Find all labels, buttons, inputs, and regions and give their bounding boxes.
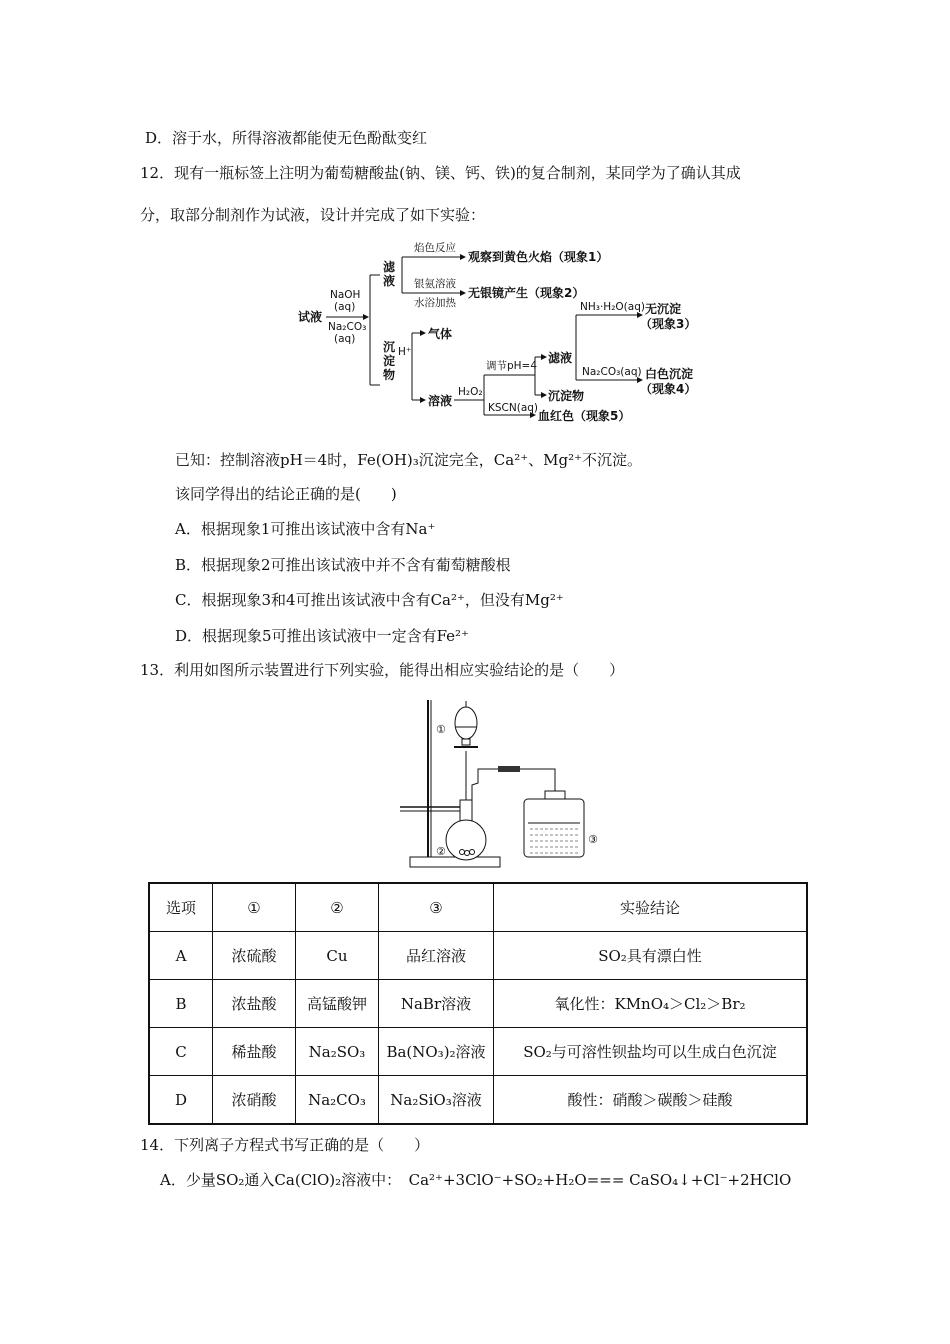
flow-h-plus: H⁺ [398, 346, 412, 358]
table-row [149, 1028, 807, 1076]
flow-kscn: KSCN(aq) [488, 402, 539, 414]
q12-option-c: C．根据现象3和4可推出该试液中含有Ca²⁺，但没有Mg²⁺ [175, 591, 564, 609]
q14-option-a: A．少量SO₂通入Ca(ClO)₂溶液中： Ca²⁺+3ClO⁻+SO₂+H₂O=== CaSO₄↓+Cl⁻+2HClO [160, 1171, 792, 1189]
cell: 氧化性：KMnO₄＞Cl₂＞Br₂ [494, 980, 808, 1028]
cell: NaBr溶液 [379, 980, 494, 1028]
q12-option-a: A．根据现象1可推出该试液中含有Na⁺ [175, 520, 436, 538]
flow-adjust-ph: 调节pH=4 [486, 360, 538, 372]
flow-filtrate-2: 液 [383, 274, 396, 288]
flow-nh3: NH₃·H₂O(aq) [580, 301, 645, 313]
flow-flame-test: 焰色反应 [414, 242, 456, 254]
flow-na2co3-aq2: Na₂CO₃(aq) [582, 366, 642, 378]
flow-naoh: NaOH [330, 289, 361, 301]
q13-stem: 13．利用如图所示装置进行下列实验，能得出相应实验结论的是（ ） [140, 661, 625, 679]
cell: Na₂SiO₃溶液 [379, 1076, 494, 1125]
cell: A [149, 932, 213, 980]
cell: C [149, 1028, 213, 1076]
cell: SO₂与可溶性钡盐均可以生成白色沉淀 [494, 1028, 808, 1076]
flow-gas: 气体 [428, 327, 453, 341]
cell: 酸性：硝酸＞碳酸＞硅酸 [494, 1076, 808, 1125]
cell: D [149, 1076, 213, 1125]
flow-precip-b: 沉淀物 [548, 389, 585, 403]
flow-water-bath: 水浴加热 [414, 297, 456, 309]
flow-na2co3-aq: (aq) [334, 333, 356, 345]
experiment-flowchart [290, 235, 730, 435]
cell: Na₂CO₃ [296, 1076, 379, 1125]
flow-white-precip: 白色沉淀 [645, 367, 694, 381]
cell: Cu [296, 932, 379, 980]
flow-silver-ammonia: 银氨溶液 [414, 278, 456, 290]
cell: SO₂具有漂白性 [494, 932, 808, 980]
flow-no-precip: 无沉淀 [645, 302, 682, 316]
flow-phenomenon1: 观察到黄色火焰（现象1） [468, 250, 609, 264]
q12-stem-line2: 分，取部分制剂作为试液，设计并完成了如下实验： [140, 206, 486, 224]
q12-known: 已知：控制溶液pH＝4时，Fe(OH)₃沉淀完全，Ca²⁺、Mg²⁺不沉淀。 [175, 451, 643, 469]
flow-phenomenon2: 无银镜产生（现象2） [468, 286, 585, 300]
flow-filtrate-1: 滤 [383, 260, 396, 274]
flow-start: 试液 [298, 310, 323, 324]
cell: Ba(NO₃)₂溶液 [379, 1028, 494, 1076]
table-header-row [149, 883, 807, 932]
flow-phenomenon4: （现象4） [640, 382, 697, 396]
label-2: ② [436, 845, 446, 858]
table-row [149, 1076, 807, 1125]
q14-stem: 14．下列离子方程式书写正确的是（ ） [140, 1136, 430, 1154]
table-row [149, 932, 807, 980]
flow-precip-2: 淀 [383, 354, 396, 368]
cell: B [149, 980, 213, 1028]
q12-ask: 该同学得出的结论正确的是( ) [175, 485, 397, 503]
label-1: ① [436, 723, 446, 736]
flow-h2o2: H₂O₂ [458, 386, 483, 398]
q11-option-d: D．溶于水，所得溶液都能使无色酚酞变红 [145, 129, 428, 147]
cell: 稀盐酸 [213, 1028, 296, 1076]
q12-option-b: B．根据现象2可推出该试液中并不含有葡萄糖酸根 [175, 556, 511, 574]
flow-blood-red: 血红色（现象5） [538, 409, 631, 423]
flow-phenomenon3: （现象3） [640, 317, 697, 331]
cell: 浓硫酸 [213, 932, 296, 980]
header-2: ② [296, 883, 379, 932]
flow-naoh-aq: (aq) [334, 301, 356, 313]
cell: Na₂SO₃ [296, 1028, 379, 1076]
header-conclusion: 实验结论 [494, 883, 808, 932]
cell: 浓硝酸 [213, 1076, 296, 1125]
flow-solution: 溶液 [428, 394, 453, 408]
table-row [149, 980, 807, 1028]
q12-option-d: D．根据现象5可推出该试液中一定含有Fe²⁺ [175, 627, 469, 645]
flow-filtrate-b: 滤液 [548, 351, 573, 365]
flow-precip-3: 物 [383, 368, 396, 382]
cell: 浓盐酸 [213, 980, 296, 1028]
apparatus-diagram [400, 695, 600, 875]
cell: 高锰酸钾 [296, 980, 379, 1028]
flow-na2co3: Na₂CO₃ [328, 321, 367, 333]
experiment-table [148, 882, 808, 1125]
header-1: ① [213, 883, 296, 932]
cell: 品红溶液 [379, 932, 494, 980]
header-option: 选项 [149, 883, 213, 932]
flow-precip-1: 沉 [383, 340, 396, 354]
q12-stem-line1: 12．现有一瓶标签上注明为葡萄糖酸盐(钠、镁、钙、铁)的复合制剂，某同学为了确认其成 [140, 164, 741, 182]
header-3: ③ [379, 883, 494, 932]
label-3: ③ [588, 833, 598, 846]
